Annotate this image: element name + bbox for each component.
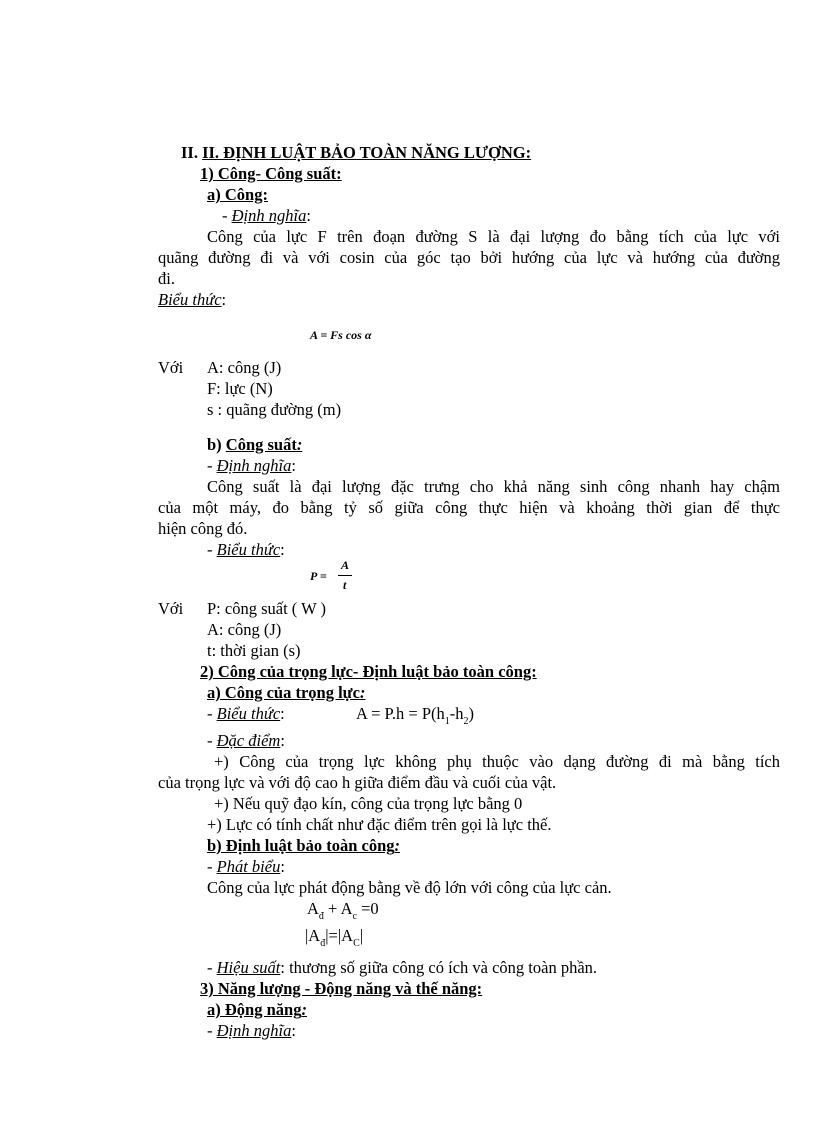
heading-2-text: 2) Công của trọng lực- Định luật bảo toàn công: xyxy=(200,662,537,681)
eq2-sub-c: C xyxy=(353,938,360,949)
heading-1a xyxy=(207,185,268,205)
heading-1b-title: Công suất: xyxy=(225,435,303,454)
heading-3a xyxy=(207,1000,307,1020)
expr-label-1b-text: Biểu thức xyxy=(216,540,281,559)
expr-label-1b: - Biểu thức: xyxy=(207,540,285,559)
expr-label-1a: Biểu thức: xyxy=(158,290,227,309)
fraction-bar xyxy=(338,575,352,576)
heading-1 xyxy=(200,164,342,184)
feature-2a-line2: của trọng lực và với độ cao h giữa điểm đầu và cuối của vật. xyxy=(158,773,557,792)
def-text-1a-line2: quãng đường đi và với cosin của góc tạo bởi hướng của lực và hướng của đường xyxy=(158,248,780,267)
heading-2 xyxy=(200,662,537,682)
eq2-sub-d: đ xyxy=(320,938,326,949)
section-title: II. II. ĐỊNH LUẬT BẢO TOÀN NĂNG LƯỢNG: xyxy=(181,143,532,162)
def-text-1b-line1: Công suất là đại lượng đặc trưng cho khả năng sinh công nhanh hay chậm xyxy=(207,477,780,496)
heading-3a-title: a) Động năng: xyxy=(207,1000,307,1019)
section-title-text: II. ĐỊNH LUẬT BẢO TOÀN NĂNG LƯỢNG: xyxy=(202,143,532,162)
def-text-1a-line1: Công của lực F trên đoạn đường S là đại lượng đo bằng tích của lực với xyxy=(207,227,780,246)
var-1b-1: A: công (J) xyxy=(207,620,282,639)
expr-label-2a-text: Biểu thức xyxy=(216,704,281,723)
heading-3a-text: a) Động năng xyxy=(207,1000,302,1019)
equation-2 xyxy=(305,926,363,954)
heading-3-text: 3) Năng lượng - Động năng và thế năng: xyxy=(200,979,483,998)
heading-2a-text: a) Công của trọng lực xyxy=(207,683,360,702)
heading-3 xyxy=(200,979,482,999)
def-label-1b-text: Định nghĩa xyxy=(216,456,292,475)
feature-2a-line4: +) Lực có tính chất như đặc điểm trên gọi là lực thế. xyxy=(207,815,552,834)
eq1-end: =0 xyxy=(356,899,379,918)
with-label-1b: Với xyxy=(158,599,184,618)
formula-gravity-work xyxy=(356,704,474,732)
var-1a-2: s : quãng đường (m) xyxy=(207,400,342,419)
with-label-1a: Với xyxy=(158,358,184,377)
expr-label-2a: - Biểu thức: xyxy=(207,704,285,723)
var-1b-0: P: công suất ( W ) xyxy=(207,599,327,618)
eq1-plus: + A xyxy=(323,899,353,918)
stmt-label-2b: - Phát biểu: xyxy=(207,857,285,876)
formula-power-denominator: t xyxy=(343,578,347,592)
formula-gravity-main: A = P.h = P(h xyxy=(356,704,445,723)
def-text-1a-line3: đi. xyxy=(158,269,175,288)
heading-2a-title: a) Công của trọng lực: xyxy=(207,683,366,702)
eq1-sub-a: đ xyxy=(318,911,324,922)
stmt-text-2b: Công của lực phát động bằng về độ lớn với công của lực cản. xyxy=(207,878,612,897)
formula-work: A = Fs cos α xyxy=(310,328,372,342)
var-1a-1: F: lực (N) xyxy=(207,379,273,398)
efficiency-line: - Hiệu suất: thương số giữa công có ích và công toàn phần. xyxy=(207,958,598,977)
heading-1b-prefix: b) xyxy=(207,435,222,454)
formula-power-numerator: A xyxy=(341,558,350,572)
formula-gravity-sub1: 1 xyxy=(444,716,450,727)
def-label-1a-text: Định nghĩa xyxy=(231,206,307,225)
feature-2a-line3: +) Nếu quỹ đạo kín, công của trọng lực bằng 0 xyxy=(214,794,523,813)
heading-2a xyxy=(207,683,365,703)
heading-1-text: 1) Công- Công suất: xyxy=(200,164,342,183)
eq2-mid: |=|A xyxy=(325,926,354,945)
formula-gravity-end: ) xyxy=(468,704,475,723)
def-text-1b-line3: hiện công đó. xyxy=(158,519,248,538)
eq2-start: |A xyxy=(305,926,321,945)
heading-1a-text: a) Công: xyxy=(207,185,268,204)
feature-2a-line1: +) Công của trọng lực không phụ thuộc vào dạng đường đi mà bằng tích xyxy=(214,752,780,771)
var-1b-2: t: thời gian (s) xyxy=(207,641,301,660)
formula-power xyxy=(310,558,360,594)
heading-1b xyxy=(207,435,302,455)
heading-2b xyxy=(207,836,400,856)
efficiency-text: thương số giữa công có ích và công toàn phần. xyxy=(284,958,598,977)
expr-label-1a-text: Biểu thức xyxy=(158,290,222,309)
efficiency-label: Hiệu suất xyxy=(216,958,281,977)
stmt-label-2b-text: Phát biểu xyxy=(216,857,281,876)
formula-gravity-mid: -h xyxy=(449,704,464,723)
heading-2b-title: b) Định luật bảo toàn công: xyxy=(207,836,401,855)
def-label-1a: - Định nghĩa: xyxy=(222,206,311,225)
eq1-a: A xyxy=(307,899,319,918)
feature-label-2a-text: Đặc điểm xyxy=(216,731,281,750)
def-label-1b: - Định nghĩa: xyxy=(207,456,296,475)
eq2-end: | xyxy=(359,926,364,945)
formula-power-lhs: P = xyxy=(310,569,327,583)
formula-gravity-sub2: 2 xyxy=(463,716,469,727)
equation-1 xyxy=(307,899,379,927)
eq1-sub-c: c xyxy=(352,911,357,922)
heading-2b-text: b) Định luật bảo toàn công xyxy=(207,836,395,855)
heading-1b-text: Công suất xyxy=(225,435,297,454)
def-label-3a: - Định nghĩa: xyxy=(207,1021,296,1040)
def-text-1b-line2: của một máy, đo bằng tỷ số giữa công thực hiện và khoảng thời gian để thực xyxy=(158,498,780,517)
feature-label-2a: - Đặc điểm: xyxy=(207,731,285,750)
def-label-3a-text: Định nghĩa xyxy=(216,1021,292,1040)
var-1a-0: A: công (J) xyxy=(207,358,282,377)
